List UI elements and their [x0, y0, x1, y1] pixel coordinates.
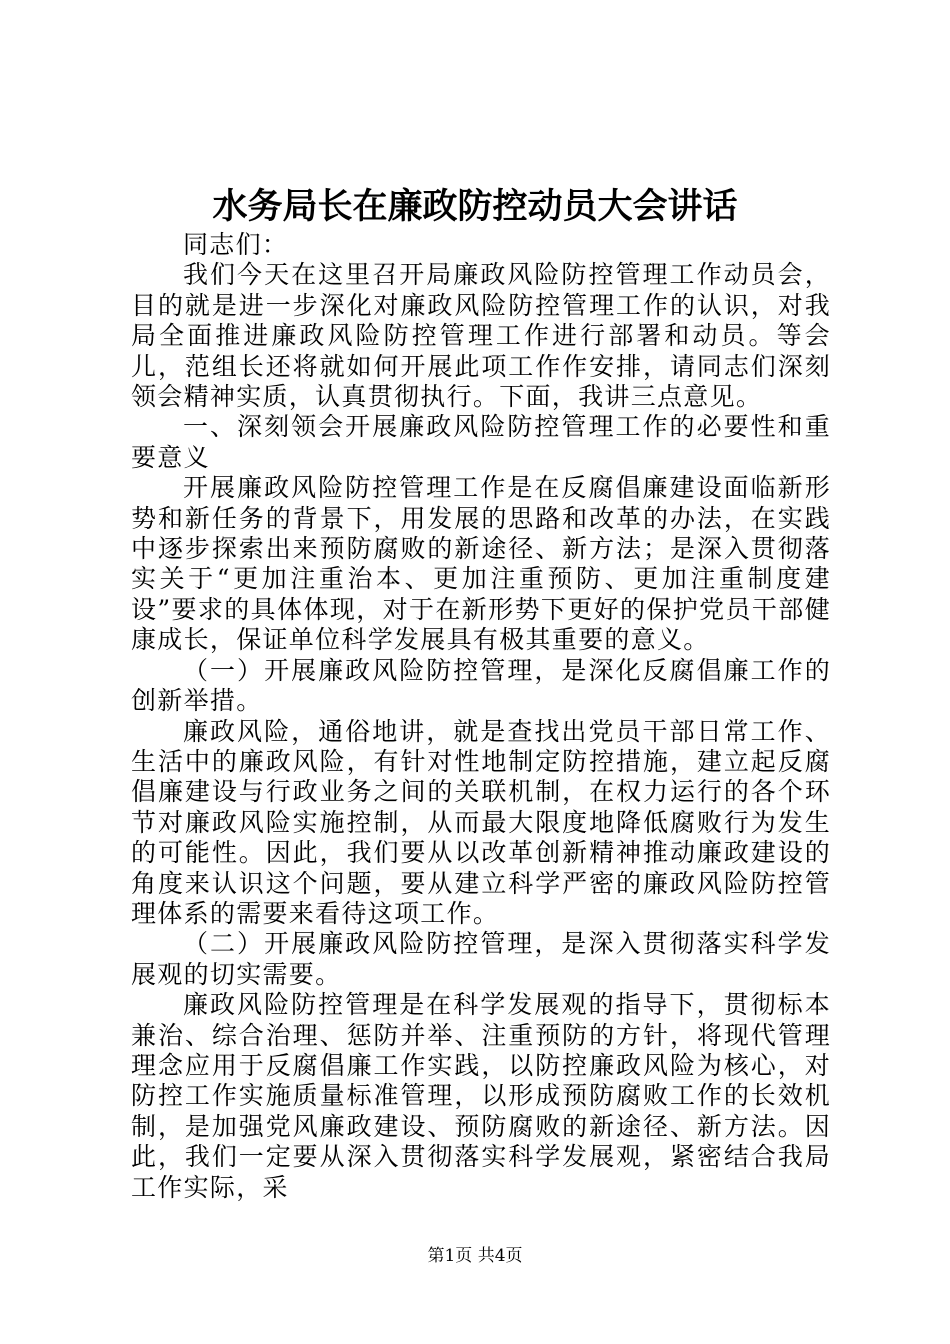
- paragraph: 廉政风险防控管理是在科学发展观的指导下，贯彻标本兼治、综合治理、惩防并举、注重预防的方针，将现代管理理念应用于反腐倡廉工作实践，以防控廉政风险为核心，对防控工作实施质量标准管理，以形成预防腐败工作的长效机制，是加强党风廉政建设、预防腐败的新途径、新方法。因此，我们一定要从深入贯彻落实科学发展观，紧密结合我局工作实际，采: [131, 990, 831, 1202]
- subsection-heading: （二）开展廉政风险防控管理，是深入贯彻落实科学发展观的切实需要。: [131, 929, 831, 989]
- salutation: 同志们：: [183, 230, 289, 259]
- paragraph: 开展廉政风险防控管理工作是在反腐倡廉建设面临新形势和新任务的背景下，用发展的思路和改革的办法，在实践中逐步探索出来预防腐败的新途径、新方法；是深入贯彻落实关于“更加注重治本、更加注重预防、更加注重制度建设”要求的具体体现，对于在新形势下更好的保护党员干部健康成长，保证单位科学发展具有极其重要的意义。: [131, 473, 831, 655]
- page-footer: 第1页 共4页: [427, 1246, 523, 1266]
- paragraph: 廉政风险，通俗地讲，就是查找出党员干部日常工作、生活中的廉政风险，有针对性地制定防控措施，建立起反腐倡廉建设与行政业务之间的关联机制，在权力运行的各个环节对廉政风险实施控制，从而最大限度地降低腐败行为发生的可能性。因此，我们要从以改革创新精神推动廉政建设的角度来认识这个问题，要从建立科学严密的廉政风险防控管理体系的需要来看待这项工作。: [131, 716, 831, 928]
- paragraph: 我们今天在这里召开局廉政风险防控管理工作动员会，目的就是进一步深化对廉政风险防控管理工作的认识，对我局全面推进廉政风险防控管理工作进行部署和动员。等会儿，范组长还将就如何开展此项工作作安排，请同志们深刻领会精神实质，认真贯彻执行。下面，我讲三点意见。: [131, 260, 831, 412]
- subsection-heading: （一）开展廉政风险防控管理，是深化反腐倡廉工作的创新举措。: [131, 655, 831, 716]
- document-body: [131, 230, 831, 1203]
- section-heading: 一、深刻领会开展廉政风险防控管理工作的必要性和重要意义: [131, 412, 831, 472]
- document-title: 水务局长在廉政防控动员大会讲话: [212, 186, 738, 227]
